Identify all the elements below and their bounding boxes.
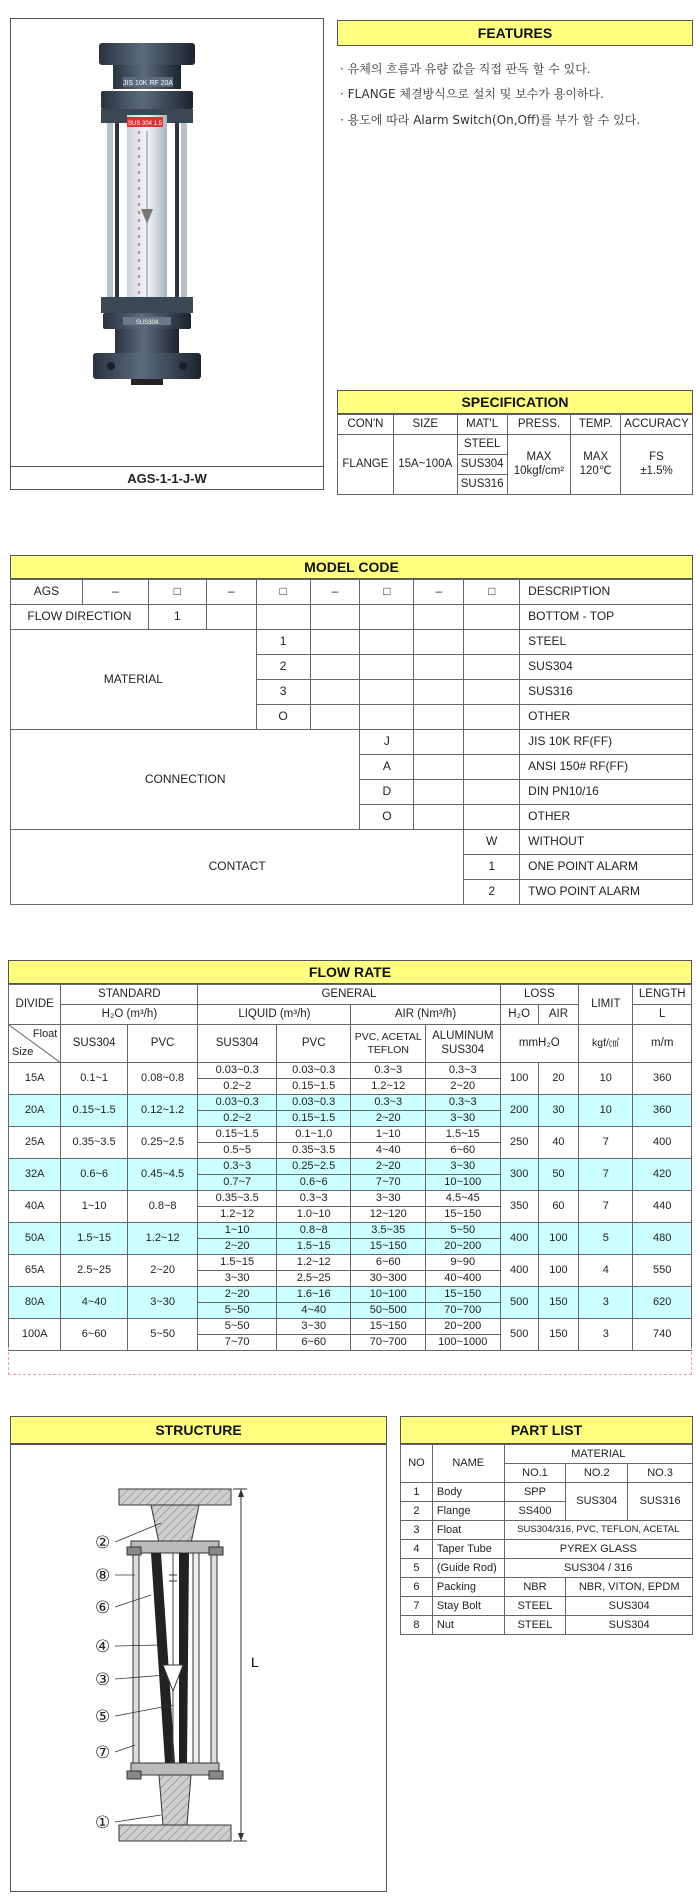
flow-loss-air: 30 xyxy=(538,1095,578,1127)
specification-title: SPECIFICATION xyxy=(337,390,693,414)
connection-code: A xyxy=(360,755,414,780)
material-desc: SUS304 xyxy=(520,655,693,680)
connection-code: J xyxy=(360,730,414,755)
flow-length: 360 xyxy=(633,1063,692,1095)
flow-liquid-pvc: 1.0~10 xyxy=(276,1207,351,1223)
flow-air-pvc-teflon: 12~120 xyxy=(351,1207,426,1223)
spec-size: 15A~100A xyxy=(393,435,457,495)
part-no: 5 xyxy=(401,1559,433,1578)
flow-rate-table xyxy=(8,984,692,1351)
spec-material: STEEL xyxy=(457,435,507,455)
flow-air-pvc-teflon: 15~150 xyxy=(351,1319,426,1335)
spec-accuracy-line: ±1.5% xyxy=(640,464,673,477)
flow-limit: 7 xyxy=(579,1127,633,1159)
flow-liquid-sus304: 0.35~3.5 xyxy=(198,1191,277,1207)
flow-loss-air: 50 xyxy=(538,1159,578,1191)
flow-liquid-pvc: 0.15~1.5 xyxy=(276,1079,351,1095)
model-header-description: DESCRIPTION xyxy=(520,580,693,605)
callout-8: ⑧ xyxy=(95,1566,111,1586)
part-list-title: PART LIST xyxy=(400,1416,693,1444)
spec-press-line: MAX xyxy=(526,451,552,464)
callout-6: ⑥ xyxy=(95,1598,111,1618)
part-h-no1: NO.1 xyxy=(504,1464,566,1483)
flow-air-aluminum-sus: 10~100 xyxy=(426,1175,501,1191)
flow-h-sus304: SUS304 xyxy=(441,1043,485,1056)
part-name: Nut xyxy=(432,1616,504,1635)
model-header: □ xyxy=(256,580,310,605)
specification-table xyxy=(337,414,693,495)
flow-h-pvc-acetal: PVC, ACETAL xyxy=(354,1031,422,1044)
flow-std-sus304: 1~10 xyxy=(61,1191,127,1223)
flow-air-pvc-teflon: 2~20 xyxy=(351,1111,426,1127)
flow-std-sus304: 0.35~3.5 xyxy=(61,1127,127,1159)
flow-rate-footer-dashed-box xyxy=(8,1347,692,1375)
flow-std-pvc: 1.2~12 xyxy=(127,1223,198,1255)
flow-air-pvc-teflon: 4~40 xyxy=(351,1143,426,1159)
spec-header: MAT'L xyxy=(457,415,507,435)
flow-length: 420 xyxy=(633,1159,692,1191)
flow-std-sus304: 0.1~1 xyxy=(61,1063,127,1095)
material-desc: OTHER xyxy=(520,705,693,730)
flow-length: 440 xyxy=(633,1191,692,1223)
flow-loss-air: 150 xyxy=(538,1287,578,1319)
flow-liquid-pvc: 1.2~12 xyxy=(276,1255,351,1271)
flow-loss-h2o: 100 xyxy=(500,1063,538,1095)
part-mat1: SPP xyxy=(504,1483,566,1502)
flow-row xyxy=(9,1223,692,1239)
material-code: 2 xyxy=(256,655,310,680)
flow-row xyxy=(9,1191,692,1207)
part-name: Float xyxy=(432,1521,504,1540)
flow-loss-h2o: 400 xyxy=(500,1255,538,1287)
features-title: FEATURES xyxy=(337,20,693,46)
spec-material: SUS304 xyxy=(457,455,507,475)
part-no: 7 xyxy=(401,1597,433,1616)
scale-tag: SUS 304 1.5 xyxy=(127,121,163,127)
model-header: – xyxy=(414,580,464,605)
model-header: – xyxy=(310,580,360,605)
flow-liquid-pvc: 1.5~15 xyxy=(276,1239,351,1255)
connection-code: D xyxy=(360,780,414,805)
flow-h-std-unit: H₂O (m³/h) xyxy=(61,1005,198,1025)
flow-air-pvc-teflon: 30~300 xyxy=(351,1271,426,1287)
flow-h-loss: LOSS xyxy=(500,985,579,1005)
flow-size: 20A xyxy=(9,1095,61,1127)
flow-size: 15A xyxy=(9,1063,61,1095)
flow-size: 40A xyxy=(9,1191,61,1223)
flow-length: 620 xyxy=(633,1287,692,1319)
flow-std-sus304: 1.5~15 xyxy=(61,1223,127,1255)
flow-liquid-pvc: 0.03~0.3 xyxy=(276,1095,351,1111)
part-name: Packing xyxy=(432,1578,504,1597)
flow-limit: 7 xyxy=(579,1159,633,1191)
flow-std-pvc: 0.8~8 xyxy=(127,1191,198,1223)
model-header: – xyxy=(82,580,148,605)
part-mat1: STEEL xyxy=(504,1597,566,1616)
flow-air-pvc-teflon: 7~70 xyxy=(351,1175,426,1191)
spec-header: ACCURACY xyxy=(621,415,693,435)
flow-h-pvc: PVC xyxy=(127,1025,198,1063)
spec-accuracy xyxy=(621,435,693,495)
flow-loss-h2o: 500 xyxy=(500,1287,538,1319)
float-size-cell xyxy=(9,1025,61,1063)
flow-h-air-short: AIR xyxy=(538,1005,578,1025)
connection-label: CONNECTION xyxy=(11,730,360,830)
part-h-no2: NO.2 xyxy=(566,1464,628,1483)
flow-limit: 3 xyxy=(579,1287,633,1319)
flow-h-air: AIR (Nm³/h) xyxy=(351,1005,500,1025)
product-photo xyxy=(10,18,324,490)
flow-std-pvc: 5~50 xyxy=(127,1319,198,1351)
flow-size: 80A xyxy=(9,1287,61,1319)
connection-code: O xyxy=(360,805,414,830)
callout-2: ② xyxy=(95,1533,111,1553)
flow-air-pvc-teflon: 0.3~3 xyxy=(351,1063,426,1079)
flow-h-aluminum: ALUMINUM xyxy=(432,1030,494,1043)
material-label: MATERIAL xyxy=(11,630,257,730)
flow-h-l: L xyxy=(633,1005,692,1025)
flow-h-limit: LIMIT xyxy=(579,985,633,1025)
flow-air-aluminum-sus: 0.3~3 xyxy=(426,1095,501,1111)
part-no: 2 xyxy=(401,1502,433,1521)
flow-loss-air: 20 xyxy=(538,1063,578,1095)
contact-label: CONTACT xyxy=(11,830,464,905)
flow-std-pvc: 0.08~0.8 xyxy=(127,1063,198,1095)
part-no: 3 xyxy=(401,1521,433,1540)
flow-h-pvc: PVC xyxy=(276,1025,351,1063)
flow-air-aluminum-sus: 40~400 xyxy=(426,1271,501,1287)
flow-loss-air: 100 xyxy=(538,1255,578,1287)
flow-liquid-sus304: 5~50 xyxy=(198,1303,277,1319)
flow-liquid-pvc: 0.8~8 xyxy=(276,1223,351,1239)
flow-liquid-pvc: 6~60 xyxy=(276,1335,351,1351)
flow-std-pvc: 0.12~1.2 xyxy=(127,1095,198,1127)
flow-liquid-pvc: 1.6~16 xyxy=(276,1287,351,1303)
spec-connection: FLANGE xyxy=(338,435,394,495)
product-model-caption: AGS-1-1-J-W xyxy=(10,466,324,490)
flow-liquid-sus304: 1.5~15 xyxy=(198,1255,277,1271)
spec-header: SIZE xyxy=(393,415,457,435)
part-mat23: NBR, VITON, EPDM xyxy=(566,1578,693,1597)
flow-air-aluminum-sus: 6~60 xyxy=(426,1143,501,1159)
spec-material: SUS316 xyxy=(457,475,507,495)
material-code: 1 xyxy=(256,630,310,655)
material-code: 3 xyxy=(256,680,310,705)
contact-code: W xyxy=(464,830,520,855)
feature-item: · 용도에 따라 Alarm Switch(On,Off)를 부가 할 수 있다. xyxy=(340,113,641,127)
part-h-no3: NO.3 xyxy=(628,1464,693,1483)
model-code-table xyxy=(10,579,693,905)
flow-row xyxy=(9,1287,692,1303)
part-name: Stay Bolt xyxy=(432,1597,504,1616)
part-mat3-shared: SUS316 xyxy=(628,1483,693,1521)
contact-code: 1 xyxy=(464,855,520,880)
flow-air-pvc-teflon: 2~20 xyxy=(351,1159,426,1175)
spec-press-line: 10kgf/cm² xyxy=(513,464,565,477)
connection-desc: JIS 10K RF(FF) xyxy=(520,730,693,755)
flow-loss-air: 150 xyxy=(538,1319,578,1351)
flow-limit: 7 xyxy=(579,1191,633,1223)
flow-limit: 3 xyxy=(579,1319,633,1351)
connection-desc: DIN PN10/16 xyxy=(520,780,693,805)
flow-h-general: GENERAL xyxy=(198,985,500,1005)
flow-limit: 5 xyxy=(579,1223,633,1255)
flow-liquid-pvc: 0.35~3.5 xyxy=(276,1143,351,1159)
spec-press xyxy=(507,435,571,495)
flow-h-aluminum-sus xyxy=(426,1025,501,1063)
flow-air-pvc-teflon: 1.2~12 xyxy=(351,1079,426,1095)
model-code-title: MODEL CODE xyxy=(10,555,693,579)
feature-item: · FLANGE 체결방식으로 설치 및 보수가 용이하다. xyxy=(340,87,604,101)
flow-air-aluminum-sus: 9~90 xyxy=(426,1255,501,1271)
flow-air-aluminum-sus: 5~50 xyxy=(426,1223,501,1239)
structure-drawing xyxy=(10,1444,387,1892)
flow-h-divide: DIVIDE xyxy=(9,985,61,1025)
flow-length: 550 xyxy=(633,1255,692,1287)
spec-temp-line: 120℃ xyxy=(579,464,612,477)
flow-limit: 4 xyxy=(579,1255,633,1287)
flow-liquid-pvc: 0.1~1.0 xyxy=(276,1127,351,1143)
flow-direction-desc: BOTTOM - TOP xyxy=(520,605,693,630)
spec-accuracy-line: FS xyxy=(649,451,664,464)
flow-limit: 10 xyxy=(579,1063,633,1095)
flow-length: 740 xyxy=(633,1319,692,1351)
model-header: □ xyxy=(148,580,206,605)
flow-air-aluminum-sus: 20~200 xyxy=(426,1239,501,1255)
flow-length: 400 xyxy=(633,1127,692,1159)
flow-liquid-sus304: 7~70 xyxy=(198,1335,277,1351)
structure-title: STRUCTURE xyxy=(10,1416,387,1444)
callout-1: ① xyxy=(95,1813,111,1833)
flow-liquid-pvc: 0.03~0.3 xyxy=(276,1063,351,1079)
flow-air-pvc-teflon: 3~30 xyxy=(351,1191,426,1207)
flow-liquid-pvc: 3~30 xyxy=(276,1319,351,1335)
part-h-no: NO xyxy=(401,1445,433,1483)
length-label: L xyxy=(251,1654,259,1670)
flow-h-h2o: H₂O xyxy=(500,1005,538,1025)
flowmeter-illustration xyxy=(11,19,323,467)
flow-air-aluminum-sus: 4.5~45 xyxy=(426,1191,501,1207)
flow-size: 50A xyxy=(9,1223,61,1255)
part-mat1: SS400 xyxy=(504,1502,566,1521)
part-no: 4 xyxy=(401,1540,433,1559)
callout-5: ⑤ xyxy=(95,1707,111,1727)
flow-std-sus304: 6~60 xyxy=(61,1319,127,1351)
flow-rate-body xyxy=(9,1063,692,1351)
callout-3: ③ xyxy=(95,1670,111,1690)
float-label: Float xyxy=(32,1028,58,1040)
flow-liquid-sus304: 0.03~0.3 xyxy=(198,1095,277,1111)
flow-air-pvc-teflon: 10~100 xyxy=(351,1287,426,1303)
part-mat1: STEEL xyxy=(504,1616,566,1635)
part-mat1: NBR xyxy=(504,1578,566,1597)
flow-limit: 10 xyxy=(579,1095,633,1127)
flow-air-aluminum-sus: 15~150 xyxy=(426,1287,501,1303)
flow-size: 65A xyxy=(9,1255,61,1287)
flow-liquid-sus304: 1.2~12 xyxy=(198,1207,277,1223)
flow-air-aluminum-sus: 2~20 xyxy=(426,1079,501,1095)
model-header: □ xyxy=(360,580,414,605)
structure-cross-section xyxy=(11,1445,386,1891)
flow-h-liquid: LIQUID (m³/h) xyxy=(198,1005,351,1025)
flow-loss-air: 60 xyxy=(538,1191,578,1223)
flow-std-sus304: 0.15~1.5 xyxy=(61,1095,127,1127)
flow-h-sus304: SUS304 xyxy=(61,1025,127,1063)
flow-h-kgf: kgf/㎠ xyxy=(579,1025,633,1063)
flow-loss-h2o: 400 xyxy=(500,1223,538,1255)
flow-air-aluminum-sus: 20~200 xyxy=(426,1319,501,1335)
flow-air-aluminum-sus: 100~1000 xyxy=(426,1335,501,1351)
flow-loss-h2o: 350 xyxy=(500,1191,538,1223)
flow-liquid-sus304: 0.15~1.5 xyxy=(198,1127,277,1143)
flow-loss-air: 100 xyxy=(538,1223,578,1255)
part-no: 6 xyxy=(401,1578,433,1597)
flow-air-aluminum-sus: 15~150 xyxy=(426,1207,501,1223)
flow-air-pvc-teflon: 3.5~35 xyxy=(351,1223,426,1239)
flow-length: 360 xyxy=(633,1095,692,1127)
flow-direction-label: FLOW DIRECTION xyxy=(11,605,149,630)
flow-size: 25A xyxy=(9,1127,61,1159)
part-mat-all: SUS304/316, PVC, TEFLON, ACETAL xyxy=(504,1521,692,1540)
flow-size: 100A xyxy=(9,1319,61,1351)
contact-desc: ONE POINT ALARM xyxy=(520,855,693,880)
flow-std-sus304: 4~40 xyxy=(61,1287,127,1319)
flow-h-length: LENGTH xyxy=(633,985,692,1005)
flow-liquid-sus304: 0.3~3 xyxy=(198,1159,277,1175)
flow-air-aluminum-sus: 3~30 xyxy=(426,1159,501,1175)
spec-header: PRESS. xyxy=(507,415,571,435)
part-name: Taper Tube xyxy=(432,1540,504,1559)
flow-liquid-sus304: 0.03~0.3 xyxy=(198,1063,277,1079)
flow-liquid-sus304: 1~10 xyxy=(198,1223,277,1239)
flow-liquid-sus304: 2~20 xyxy=(198,1287,277,1303)
flow-air-pvc-teflon: 70~700 xyxy=(351,1335,426,1351)
flow-liquid-pvc: 2.5~25 xyxy=(276,1271,351,1287)
flow-row xyxy=(9,1319,692,1335)
flow-std-pvc: 0.25~2.5 xyxy=(127,1127,198,1159)
flow-rate-title: FLOW RATE xyxy=(8,960,692,984)
flow-air-pvc-teflon: 50~500 xyxy=(351,1303,426,1319)
part-h-material: MATERIAL xyxy=(504,1445,692,1464)
flow-std-sus304: 0.6~6 xyxy=(61,1159,127,1191)
spec-header: CON'N xyxy=(338,415,394,435)
part-mat-all: SUS304 / 316 xyxy=(504,1559,692,1578)
top-plate-label: JIS 10K RF 20A xyxy=(122,80,174,87)
flow-row xyxy=(9,1095,692,1111)
part-no: 1 xyxy=(401,1483,433,1502)
connection-desc: OTHER xyxy=(520,805,693,830)
model-header: AGS xyxy=(11,580,83,605)
flow-liquid-pvc: 0.15~1.5 xyxy=(276,1111,351,1127)
callout-7: ⑦ xyxy=(95,1743,111,1763)
flow-air-aluminum-sus: 0.3~3 xyxy=(426,1063,501,1079)
part-name: Body xyxy=(432,1483,504,1502)
flow-air-aluminum-sus: 1.5~15 xyxy=(426,1127,501,1143)
material-desc: SUS316 xyxy=(520,680,693,705)
contact-desc: WITHOUT xyxy=(520,830,693,855)
contact-desc: TWO POINT ALARM xyxy=(520,880,693,905)
flow-loss-h2o: 200 xyxy=(500,1095,538,1127)
model-header: – xyxy=(206,580,256,605)
size-label: Size xyxy=(12,1046,34,1059)
material-code: O xyxy=(256,705,310,730)
flow-liquid-sus304: 0.2~2 xyxy=(198,1079,277,1095)
flow-air-pvc-teflon: 0.3~3 xyxy=(351,1095,426,1111)
flow-liquid-sus304: 0.2~2 xyxy=(198,1111,277,1127)
flow-h-mmh2o: mmH₂O xyxy=(500,1025,579,1063)
part-mat-all: PYREX GLASS xyxy=(504,1540,692,1559)
part-name: Flange xyxy=(432,1502,504,1521)
spec-temp xyxy=(571,435,621,495)
flow-h-pvc-acetal-teflon xyxy=(351,1025,426,1063)
flow-liquid-sus304: 3~30 xyxy=(198,1271,277,1287)
flow-air-pvc-teflon: 15~150 xyxy=(351,1239,426,1255)
flow-air-pvc-teflon: 6~60 xyxy=(351,1255,426,1271)
model-header: □ xyxy=(464,580,520,605)
spec-header: TEMP. xyxy=(571,415,621,435)
flow-std-pvc: 0.45~4.5 xyxy=(127,1159,198,1191)
flow-loss-h2o: 250 xyxy=(500,1127,538,1159)
flow-loss-air: 40 xyxy=(538,1127,578,1159)
flow-direction-code: 1 xyxy=(148,605,206,630)
part-mat2-shared: SUS304 xyxy=(566,1483,628,1521)
flow-row xyxy=(9,1159,692,1175)
part-h-name: NAME xyxy=(432,1445,504,1483)
flow-liquid-pvc: 0.3~3 xyxy=(276,1191,351,1207)
feature-item: · 유체의 흐름과 유량 값을 직접 판독 할 수 있다. xyxy=(340,62,591,76)
flow-loss-h2o: 500 xyxy=(500,1319,538,1351)
flow-liquid-pvc: 0.25~2.5 xyxy=(276,1159,351,1175)
flow-liquid-sus304: 2~20 xyxy=(198,1239,277,1255)
flow-loss-h2o: 300 xyxy=(500,1159,538,1191)
flow-air-aluminum-sus: 3~30 xyxy=(426,1111,501,1127)
flow-liquid-pvc: 4~40 xyxy=(276,1303,351,1319)
part-name: (Guide Rod) xyxy=(432,1559,504,1578)
flow-row xyxy=(9,1127,692,1143)
flow-row xyxy=(9,1255,692,1271)
connection-desc: ANSI 150# RF(FF) xyxy=(520,755,693,780)
callout-4: ④ xyxy=(95,1637,111,1657)
bottom-tag: SUS304 xyxy=(135,320,159,326)
part-list-table xyxy=(400,1444,693,1635)
flow-h-standard: STANDARD xyxy=(61,985,198,1005)
flow-liquid-sus304: 0.7~7 xyxy=(198,1175,277,1191)
flow-std-pvc: 3~30 xyxy=(127,1287,198,1319)
flow-air-pvc-teflon: 1~10 xyxy=(351,1127,426,1143)
part-mat23: SUS304 xyxy=(566,1597,693,1616)
flow-h-sus304: SUS304 xyxy=(198,1025,277,1063)
flow-std-sus304: 2.5~25 xyxy=(61,1255,127,1287)
flow-h-mm: m/m xyxy=(633,1025,692,1063)
part-mat23: SUS304 xyxy=(566,1616,693,1635)
material-desc: STEEL xyxy=(520,630,693,655)
flow-size: 32A xyxy=(9,1159,61,1191)
flow-air-aluminum-sus: 70~700 xyxy=(426,1303,501,1319)
flow-row xyxy=(9,1063,692,1079)
flow-liquid-pvc: 0.6~6 xyxy=(276,1175,351,1191)
contact-code: 2 xyxy=(464,880,520,905)
spec-temp-line: MAX xyxy=(583,451,609,464)
flow-length: 480 xyxy=(633,1223,692,1255)
flow-liquid-sus304: 5~50 xyxy=(198,1319,277,1335)
flow-std-pvc: 2~20 xyxy=(127,1255,198,1287)
flow-liquid-sus304: 0.5~5 xyxy=(198,1143,277,1159)
flow-h-teflon: TEFLON xyxy=(367,1043,409,1056)
part-no: 8 xyxy=(401,1616,433,1635)
